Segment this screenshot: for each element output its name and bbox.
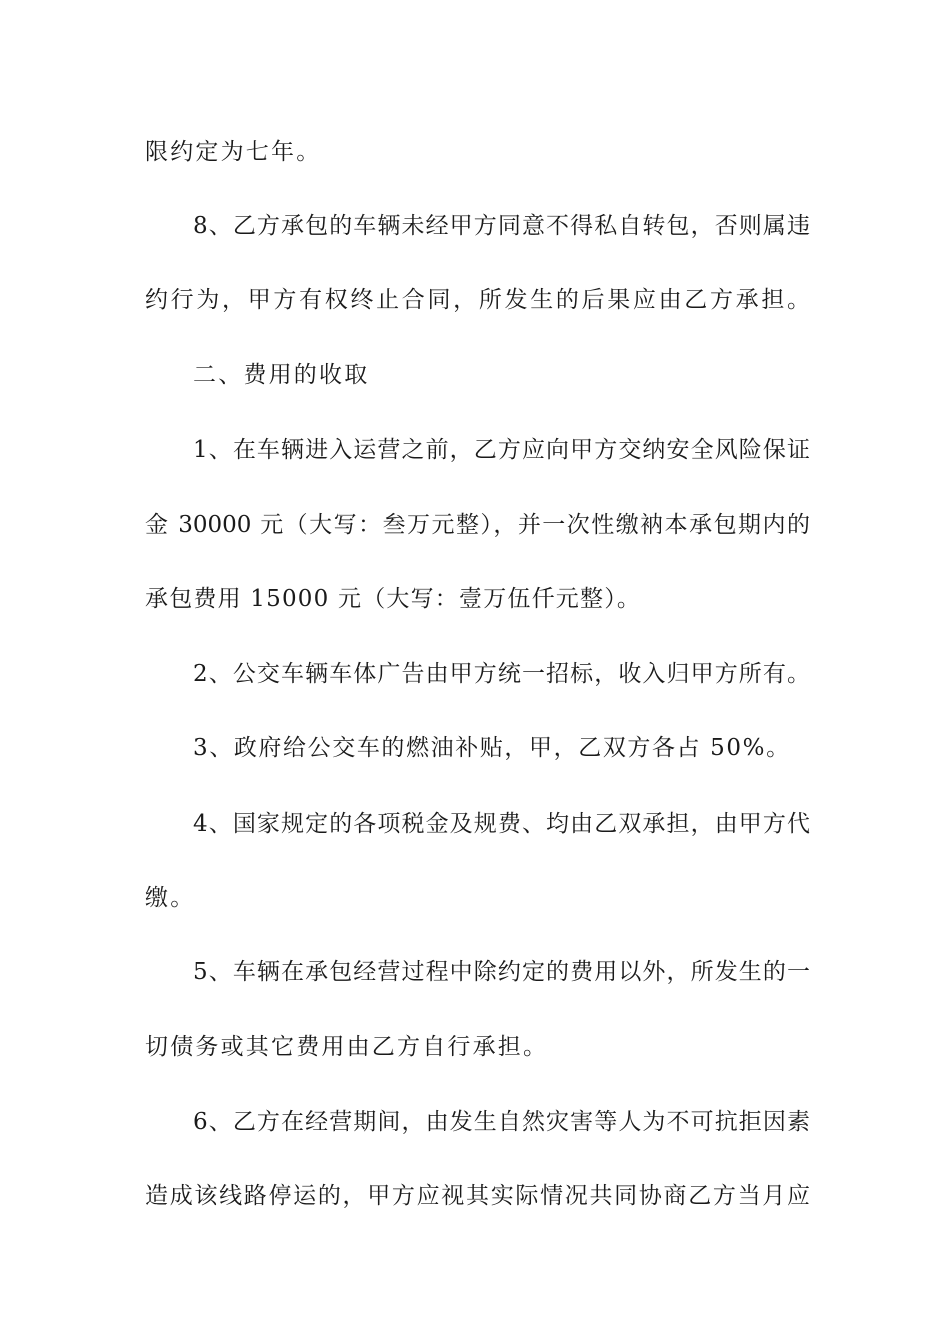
fee-clause-4-line-2: 缴。	[145, 885, 196, 911]
clause-8-line-1: 8、乙方承包的车辆未经甲方同意不得私自转包，否则属违	[193, 213, 810, 239]
fee-clause-1-line-1: 1、在车辆进入运营之前，乙方应向甲方交纳安全风险保证	[193, 437, 810, 463]
fee-clause-6-line-2: 造成该线路停运的，甲方应视其实际情况共同协商乙方当月应	[145, 1183, 810, 1209]
fee-clause-6-line-1: 6、乙方在经营期间，由发生自然灾害等人为不可抗拒因素	[193, 1109, 810, 1135]
fee-clause-3: 3、政府给公交车的燃油补贴，甲，乙双方各占 50%。	[193, 735, 791, 761]
fee-clause-5-line-1: 5、车辆在承包经营过程中除约定的费用以外，所发生的一	[193, 959, 810, 985]
fee-clause-1-line-3: 承包费用 15000 元（大写：壹万伍仟元整）。	[145, 586, 642, 612]
clause-8-line-2: 约行为，甲方有权终止合同，所发生的后果应由乙方承担。	[145, 287, 810, 313]
fee-clause-5-line-2: 切债务或其它费用由乙方自行承担。	[145, 1034, 549, 1060]
fee-clause-1-line-2: 金 30000 元（大写：叁万元整），并一次性缴衲本承包期内的	[145, 512, 810, 538]
fee-clause-4-line-1: 4、国家规定的各项税金及规费、均由乙双承担，由甲方代	[193, 811, 810, 837]
text-line-continuation: 限约定为七年。	[145, 139, 322, 165]
section-heading-fees: 二、费用的收取	[193, 362, 370, 388]
fee-clause-2: 2、公交车辆车体广告由甲方统一招标，收入归甲方所有。	[193, 661, 810, 687]
